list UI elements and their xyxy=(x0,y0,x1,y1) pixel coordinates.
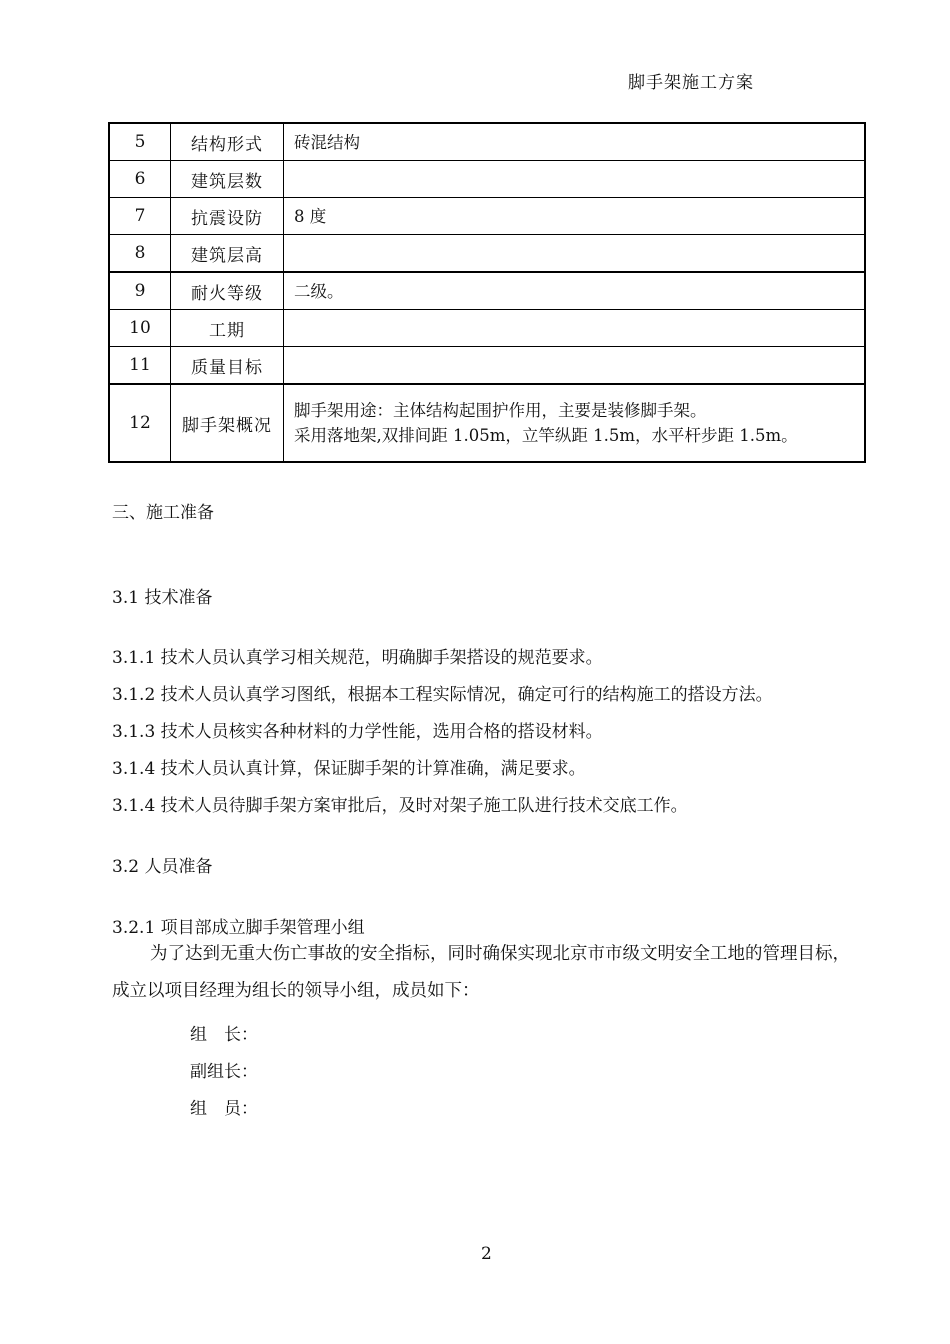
row-number: 5 xyxy=(109,123,171,161)
row-value xyxy=(284,347,866,385)
row-value xyxy=(284,161,866,198)
row-value xyxy=(284,235,866,273)
table-row xyxy=(109,161,865,198)
row-number: 12 xyxy=(109,384,171,462)
member-deputy-leader: 副组长： xyxy=(190,1062,258,1082)
table-row xyxy=(109,310,865,347)
table-row xyxy=(109,272,865,310)
row-number: 11 xyxy=(109,347,171,385)
section-3-2-title: 3.2 人员准备 xyxy=(112,857,213,877)
row-label: 结构形式 xyxy=(171,123,284,161)
section-3-title: 三、施工准备 xyxy=(112,503,214,523)
table-row xyxy=(109,384,865,462)
row-value-line: 采用落地架,双排间距 1.05m，立竿纵距 1.5m，水平杆步距 1.5m。 xyxy=(294,426,798,445)
row-value xyxy=(284,272,866,310)
section-3-1-item: 3.1.4 技术人员认真计算，保证脚手架的计算准确，满足要求。 xyxy=(112,759,586,779)
page-number: 2 xyxy=(481,1244,492,1264)
member-leader: 组 长： xyxy=(190,1025,258,1045)
section-3-1-item: 3.1.2 技术人员认真学习图纸，根据本工程实际情况，确定可行的结构施工的搭设方法。 xyxy=(112,685,773,705)
row-number: 10 xyxy=(109,310,171,347)
row-label: 建筑层高 xyxy=(171,235,284,273)
project-info-table xyxy=(108,122,866,463)
section-3-1-item: 3.1.1 技术人员认真学习相关规范，明确脚手架搭设的规范要求。 xyxy=(112,648,603,668)
table-row xyxy=(109,347,865,385)
row-value xyxy=(284,123,866,161)
row-value-line: 8 度 xyxy=(294,206,327,226)
row-value-line: 二级。 xyxy=(294,281,344,301)
row-label: 脚手架概况 xyxy=(171,384,284,462)
row-number: 8 xyxy=(109,235,171,273)
table-row xyxy=(109,123,865,161)
section-3-2-1-title: 3.2.1 项目部成立脚手架管理小组 xyxy=(112,918,365,938)
row-value xyxy=(284,310,866,347)
section-3-2-1-paragraph: 为了达到无重大伤亡事故的安全指标，同时确保实现北京市市级文明安全工地的管理目标，成立以项目经理为组长的领导小组，成员如下： xyxy=(112,944,850,1001)
row-number: 6 xyxy=(109,161,171,198)
row-number: 7 xyxy=(109,198,171,235)
row-value-line: 脚手架用途：主体结构起围护作用，主要是装修脚手架。 xyxy=(294,401,707,420)
row-value xyxy=(284,198,866,235)
section-3-1-item: 3.1.4 技术人员待脚手架方案审批后，及时对架子施工队进行技术交底工作。 xyxy=(112,796,688,816)
row-label: 质量目标 xyxy=(171,347,284,385)
row-label: 工期 xyxy=(171,310,284,347)
row-label: 建筑层数 xyxy=(171,161,284,198)
table-row xyxy=(109,198,865,235)
row-value xyxy=(284,384,866,462)
table-row xyxy=(109,235,865,273)
row-label: 耐火等级 xyxy=(171,272,284,310)
row-value-line: 砖混结构 xyxy=(294,132,360,152)
row-label: 抗震设防 xyxy=(171,198,284,235)
section-3-1-title: 3.1 技术准备 xyxy=(112,588,213,608)
section-3-1-item: 3.1.3 技术人员核实各种材料的力学性能，选用合格的搭设材料。 xyxy=(112,722,603,742)
page-header-title: 脚手架施工方案 xyxy=(628,73,754,93)
row-number: 9 xyxy=(109,272,171,310)
member-members: 组 员： xyxy=(190,1099,258,1119)
